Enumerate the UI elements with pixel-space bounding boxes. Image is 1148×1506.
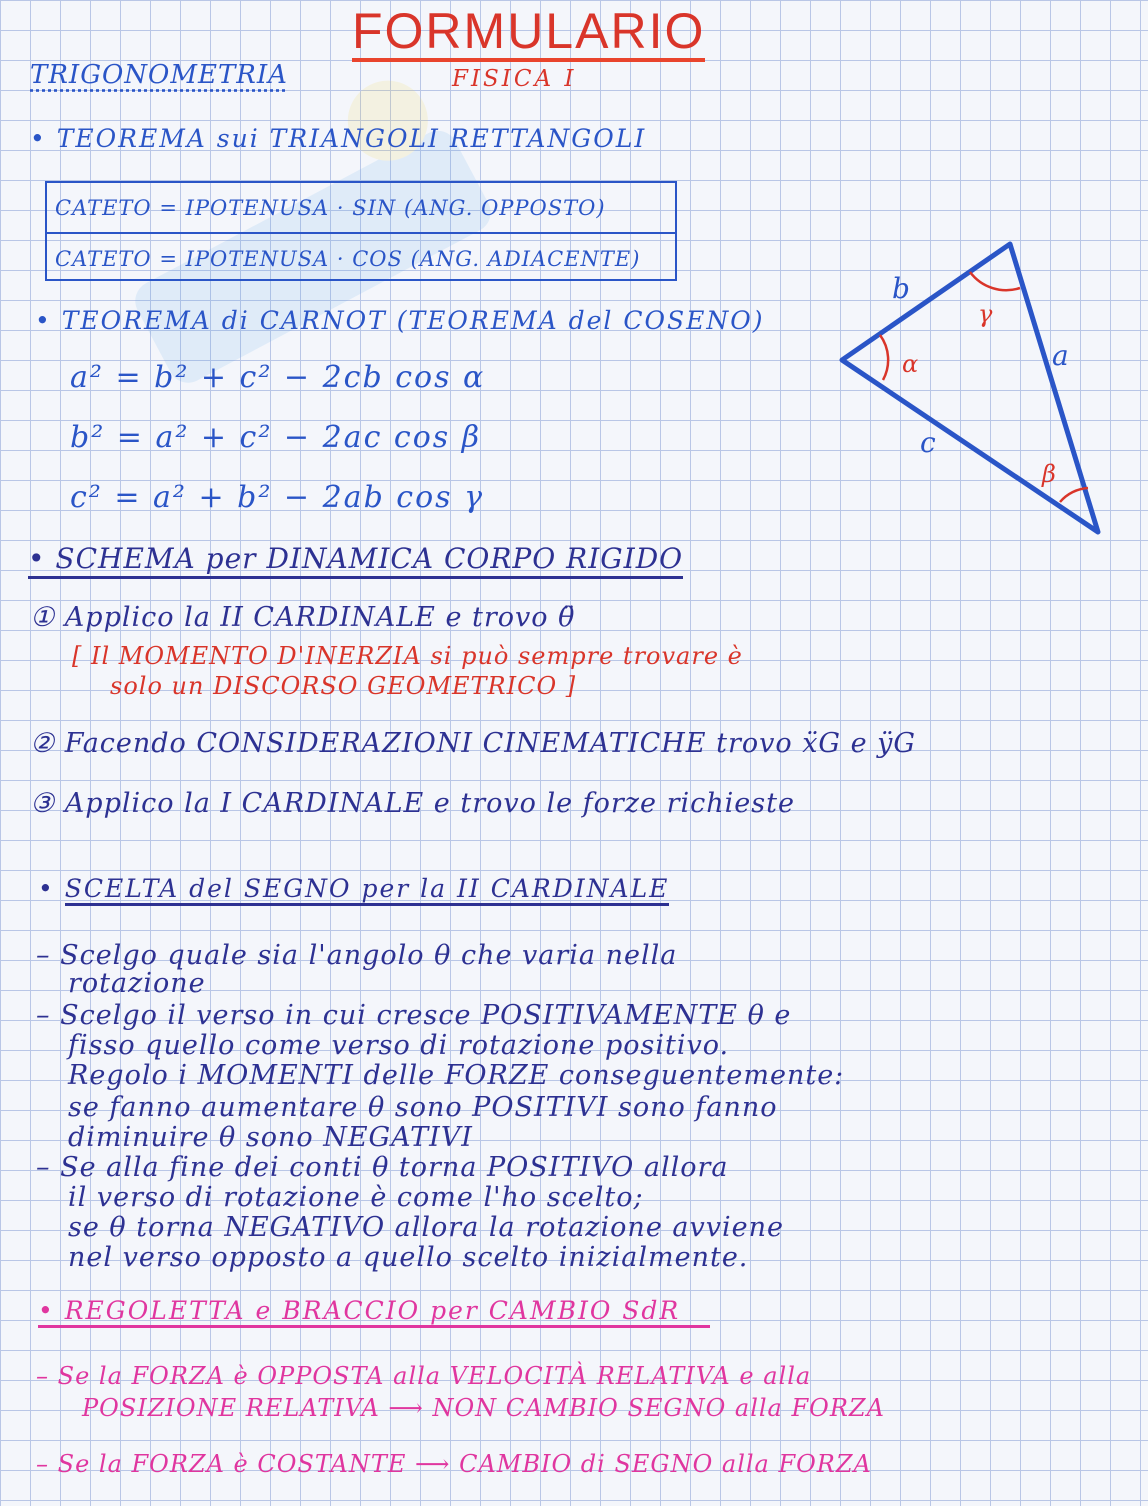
regoletta-heading: [38, 1296, 710, 1328]
sign-line: nel verso opposto a quello scelto inizialmente.: [68, 1242, 749, 1273]
rigid-note-2: solo un DISCORSO GEOMETRICO ]: [110, 672, 577, 700]
right-triangle-heading-text: TEOREMA sui TRIANGOLI RETTANGOLI: [56, 124, 647, 153]
angle-beta-label: β: [1042, 460, 1056, 488]
carnot-formula-b: b² = a² + c² − 2ac cos β: [70, 420, 482, 455]
carnot-heading: [35, 306, 764, 335]
carnot-heading-text: TEOREMA di CARNOT (TEOREMA del COSENO): [61, 306, 765, 335]
bullet-icon: •: [38, 874, 55, 903]
carnot-formula-a: a² = b² + c² − 2cb cos α: [70, 360, 486, 395]
rigid-step-2: ② Facendo CONSIDERAZIONI CINEMATICHE trovo ẍG e ÿG: [30, 728, 916, 759]
bullet-icon: •: [38, 1296, 55, 1325]
sign-heading-text: SCELTA del SEGNO per la II CARDINALE: [65, 874, 670, 906]
regoletta-heading-text: REGOLETTA e BRACCIO per CAMBIO SdR: [64, 1296, 681, 1325]
sign-line: rotazione: [68, 968, 206, 999]
formula-box: [45, 181, 677, 281]
sign-line: – Se alla fine dei conti θ torna POSITIVO allora: [36, 1152, 729, 1183]
right-triangle-heading: [30, 124, 646, 153]
regoletta-line: POSIZIONE RELATIVA ⟶ NON CAMBIO SEGNO alla FORZA: [82, 1394, 885, 1422]
sign-line: se fanno aumentare θ sono POSITIVI sono fanno: [68, 1092, 778, 1123]
sign-line: – Scelgo quale sia l'angolo θ che varia nella: [36, 940, 678, 971]
regoletta-line: – Se la FORZA è OPPOSTA alla VELOCITÀ RELATIVA e alla: [36, 1362, 812, 1390]
formula-box-row: CATETO = IPOTENUSA · COS (ANG. ADIACENTE): [55, 246, 641, 271]
side-a-label: a: [1052, 339, 1069, 372]
side-c-label: c: [920, 426, 936, 459]
section-trigonometria: TRIGONOMETRIA: [30, 60, 288, 90]
rigid-body-heading: [28, 542, 683, 579]
bullet-icon: •: [30, 124, 47, 153]
bullet-icon: •: [35, 306, 52, 335]
arc-gamma: [970, 272, 1020, 290]
sign-line: se θ torna NEGATIVO allora la rotazione avviene: [68, 1212, 784, 1243]
sign-heading: [38, 874, 669, 903]
rigid-step-3: ③ Applico la I CARDINALE e trovo le forze richieste: [30, 788, 795, 819]
formula-box-row: CATETO = IPOTENUSA · SIN (ANG. OPPOSTO): [47, 183, 675, 234]
sign-line: diminuire θ sono NEGATIVI: [68, 1122, 473, 1153]
sign-line: fisso quello come verso di rotazione positivo.: [68, 1030, 730, 1061]
page-title: FORMULARIO: [352, 4, 705, 62]
sign-line: Regolo i MOMENTI delle FORZE conseguentemente:: [68, 1060, 845, 1091]
angle-gamma-label: γ: [978, 300, 993, 328]
triangle-diagram: [820, 230, 1120, 550]
rigid-step-1: ① Applico la II CARDINALE e trovo θ̈: [30, 602, 576, 633]
page-subtitle: FISICA I: [452, 66, 577, 92]
rigid-body-heading-text: SCHEMA per DINAMICA CORPO RIGIDO: [55, 542, 684, 575]
rigid-note-1: [ Il MOMENTO D'INERZIA si può sempre trovare è: [72, 642, 743, 670]
angle-alpha-label: α: [902, 350, 919, 378]
side-b-label: b: [892, 272, 910, 305]
sign-line: – Scelgo il verso in cui cresce POSITIVAMENTE θ e: [36, 1000, 792, 1031]
triangle-shape: [842, 244, 1098, 532]
bullet-icon: •: [28, 542, 46, 575]
arc-alpha: [880, 335, 888, 380]
regoletta-line: – Se la FORZA è COSTANTE ⟶ CAMBIO di SEGNO alla FORZA: [36, 1450, 872, 1478]
sign-line: il verso di rotazione è come l'ho scelto;: [68, 1182, 644, 1213]
carnot-formula-c: c² = a² + b² − 2ab cos γ: [70, 480, 485, 515]
